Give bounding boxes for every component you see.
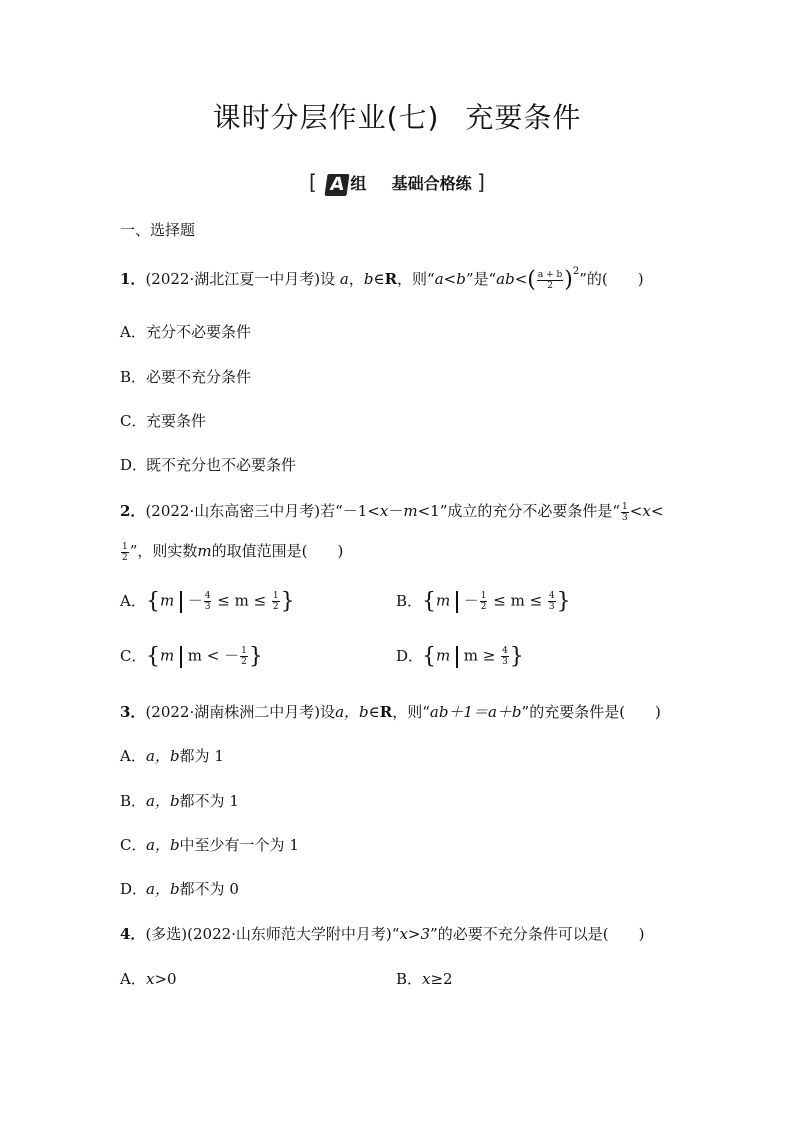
brace-open: { [146, 589, 160, 614]
option-text: 充分不必要条件 [146, 323, 252, 341]
option-text: 充要条件 [146, 412, 207, 430]
group-badge: A [325, 174, 350, 196]
option-text: 必要不充分条件 [146, 368, 252, 386]
q3-stem: ，则“ [392, 703, 430, 721]
set-bar [180, 591, 182, 613]
set-bar [456, 591, 458, 613]
q1-text: ”是“ [465, 270, 497, 288]
inequality: ≤ m ≤ [212, 591, 271, 610]
brace-open: { [146, 644, 160, 669]
vars-ab: a，b [335, 703, 369, 721]
question-3 [120, 701, 661, 722]
var-b: b [363, 270, 374, 288]
q1-option-d[interactable] [120, 454, 296, 475]
frac-num: 1 [241, 646, 247, 656]
var-a: a [339, 270, 349, 288]
q2-fraction-2 [121, 542, 129, 563]
q2-stem: <1”成立的充分不必要条件是“ [417, 502, 621, 520]
q4-number: 4． [120, 925, 146, 943]
q2-option-d[interactable] [396, 644, 524, 669]
frac-den: 2 [241, 657, 247, 667]
option-text: 都不为 0 [179, 880, 239, 898]
inequality: ≤ m ≤ [488, 591, 547, 610]
option-text: 既不充分也不必要条件 [146, 456, 297, 474]
frac-den: 3 [622, 512, 628, 523]
q3-option-a[interactable] [120, 745, 224, 766]
q1-stem: (2022·湖北江夏一中月考)设 [145, 270, 336, 288]
q4-option-b[interactable] [396, 968, 453, 989]
q1-text: ，则“ [397, 270, 435, 288]
option-letter: B． [120, 792, 147, 810]
q1-cond2: ab< [496, 270, 528, 288]
q1-option-c[interactable] [120, 410, 206, 431]
frac-num: a + b [537, 269, 563, 280]
group-label: 组 [350, 174, 367, 193]
option-text: 都为 1 [179, 747, 224, 765]
var-x: x [146, 970, 155, 988]
option-letter: C． [120, 836, 147, 854]
q4-option-a[interactable] [120, 968, 177, 989]
var-m: m [160, 591, 175, 610]
q3-option-c[interactable] [120, 834, 299, 855]
q2-option-a[interactable] [120, 589, 295, 614]
q1-option-b[interactable] [120, 366, 251, 387]
frac-num: 1 [272, 591, 279, 601]
q2-number: 2． [120, 502, 146, 520]
frac-den: 2 [122, 552, 128, 563]
q3-option-d[interactable] [120, 878, 239, 899]
set-r: R [384, 270, 398, 288]
option-vars: a，b [146, 836, 180, 854]
page-title [0, 96, 794, 136]
frac-num: 4 [204, 591, 211, 601]
q3-stem: (2022·湖南株洲二中月考)设 [145, 703, 336, 721]
frac-num: 4 [548, 591, 555, 601]
option-text: ≥2 [430, 970, 453, 988]
option-letter: B． [396, 970, 423, 988]
question-2-line2 [120, 540, 343, 563]
brace-close: } [509, 644, 524, 669]
q3-stem: ”的充要条件是( ) [521, 703, 661, 721]
fraction [204, 591, 212, 612]
title-sub: 充要条件 [465, 101, 582, 134]
less-than: < [650, 502, 664, 520]
brace-close: } [280, 589, 295, 614]
var-m: m [403, 502, 418, 520]
in-symbol: ∈ [373, 270, 385, 288]
question-1 [120, 266, 644, 293]
fraction [240, 646, 248, 667]
frac-num: 1 [480, 591, 487, 601]
fraction [480, 591, 488, 612]
option-vars: a，b [146, 880, 180, 898]
var-m: m [160, 646, 175, 665]
var-x: x [642, 502, 651, 520]
comma: ， [348, 270, 364, 288]
inequality: m ≥ [463, 646, 501, 665]
option-text: >0 [154, 970, 177, 988]
inequality: m < － [187, 646, 240, 665]
q1-cond1: a<b [434, 270, 466, 288]
frac-den: 3 [548, 602, 555, 612]
paren-open: ( [527, 267, 536, 293]
q1-tail: ”的( ) [579, 270, 644, 288]
q3-equation: ab＋1＝a＋b [429, 703, 522, 721]
q4-condition: x>3 [399, 925, 431, 943]
option-letter: B． [120, 368, 147, 386]
q4-stem: ”的必要不充分条件可以是( ) [430, 925, 645, 943]
frac-den: 3 [204, 602, 211, 612]
q2-stem: 的取值范围是( ) [211, 542, 344, 560]
option-vars: a，b [146, 747, 180, 765]
minus: － [388, 502, 404, 520]
option-letter: A． [120, 970, 146, 988]
set-bar [456, 646, 458, 668]
var-x: x [379, 502, 389, 520]
title-main: 课时分层作业(七) [212, 101, 440, 134]
in-symbol: ∈ [368, 703, 380, 721]
option-text: 中至少有一个为 1 [179, 836, 299, 854]
set-bar [180, 646, 182, 668]
brace-open: { [422, 644, 436, 669]
option-letter: D． [120, 456, 148, 474]
option-letter: A． [120, 323, 146, 341]
q2-stem: ”，则实数 [129, 542, 198, 560]
frac-num: 1 [622, 501, 628, 512]
option-text: 都不为 1 [179, 792, 239, 810]
group-open-bracket: [ [309, 170, 317, 194]
frac-den: 2 [547, 280, 553, 291]
option-letter: A． [120, 747, 146, 765]
paren-close: ) [564, 267, 573, 293]
q2-option-b[interactable] [396, 589, 571, 614]
less-than: < [629, 502, 643, 520]
fraction [548, 591, 556, 612]
frac-den: 3 [502, 657, 508, 667]
frac-num: 1 [122, 541, 128, 552]
option-letter: C． [120, 646, 147, 665]
group-heading [0, 170, 794, 196]
option-letter: B． [396, 591, 423, 610]
option-letter: D． [120, 880, 148, 898]
minus: － [187, 591, 203, 610]
q1-option-a[interactable] [120, 321, 251, 342]
fraction [272, 591, 280, 612]
q2-stem: (2022·山东高密三中月考)若“－1< [145, 502, 380, 520]
var-m: m [197, 542, 212, 560]
q2-option-c[interactable] [120, 644, 263, 669]
brace-close: } [248, 644, 263, 669]
q2-fraction [621, 502, 629, 523]
group-name: 基础合格练 [391, 174, 472, 193]
fraction [501, 646, 509, 667]
var-x: x [422, 970, 431, 988]
set-r: R [379, 703, 393, 721]
group-close-bracket: ] [477, 170, 485, 194]
var-m: m [436, 646, 451, 665]
q1-fraction [537, 270, 563, 291]
question-4 [120, 923, 644, 944]
option-letter: D． [396, 646, 424, 665]
q3-number: 3． [120, 703, 146, 721]
section-heading: 一、选择题 [120, 221, 196, 239]
brace-close: } [556, 589, 571, 614]
option-letter: C． [120, 412, 147, 430]
exponent: 2 [572, 266, 580, 277]
q4-stem: (多选)(2022·山东师范大学附中月考)“ [145, 925, 400, 943]
var-m: m [436, 591, 451, 610]
option-letter: A． [120, 591, 146, 610]
minus: － [463, 591, 479, 610]
frac-den: 2 [480, 602, 487, 612]
frac-den: 2 [272, 602, 279, 612]
frac-num: 4 [502, 646, 508, 656]
option-vars: a，b [146, 792, 180, 810]
q3-option-b[interactable] [120, 790, 239, 811]
brace-open: { [422, 589, 436, 614]
q1-number: 1． [120, 270, 146, 288]
question-2 [120, 500, 663, 523]
